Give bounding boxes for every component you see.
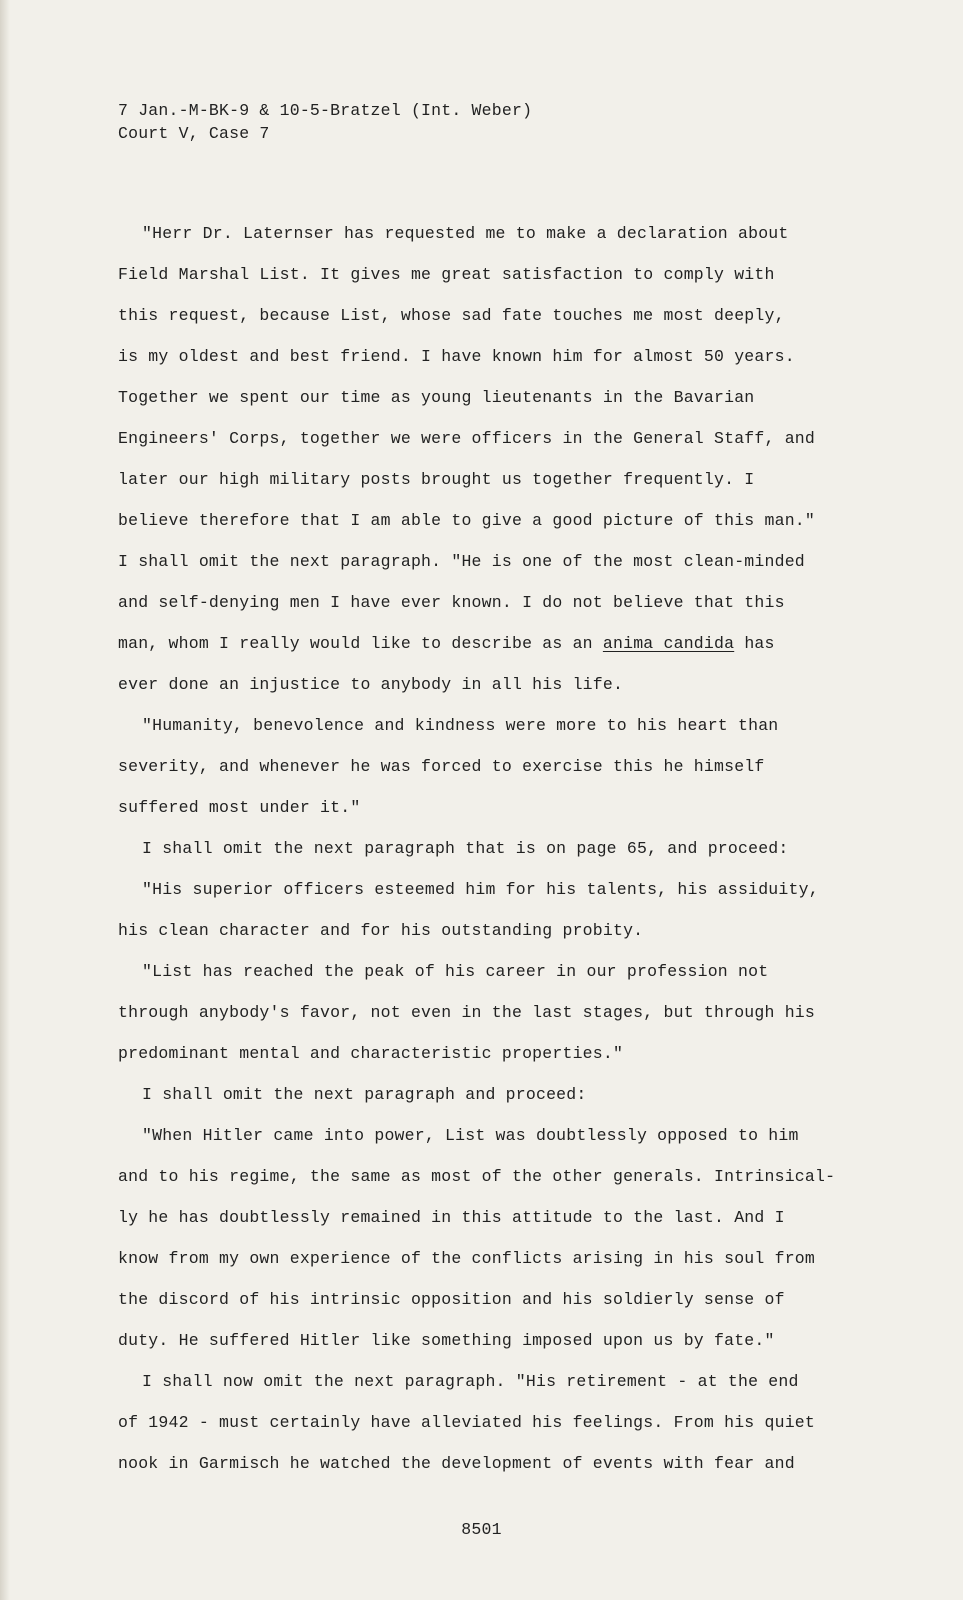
body-line-with-emphasis <box>118 634 775 653</box>
body-line: "Herr Dr. Laternser has requested me to make a declaration about <box>142 224 789 243</box>
body-line: believe therefore that I am able to give a good picture of this man." <box>118 511 816 530</box>
underlined-phrase: anima candida <box>602 634 735 653</box>
body-line: and self-denying men I have ever known. I do not believe that this <box>118 593 785 612</box>
body-line: duty. He suffered Hitler like something imposed upon us by fate." <box>118 1331 775 1350</box>
body-line: is my oldest and best friend. I have known him for almost 50 years. <box>118 347 795 366</box>
body-line: I shall omit the next paragraph and proceed: <box>142 1085 587 1104</box>
body-line: "Humanity, benevolence and kindness were more to his heart than <box>142 716 779 735</box>
body-line: later our high military posts brought us together frequently. I <box>118 470 755 489</box>
body-line: ever done an injustice to anybody in all his life. <box>118 675 624 694</box>
body-line-tail: has <box>734 634 775 653</box>
body-line: "List has reached the peak of his career in our profession not <box>142 962 769 981</box>
body-line: of 1942 - must certainly have alleviated his feelings. From his quiet <box>118 1413 816 1432</box>
body-line: know from my own experience of the conflicts arising in his soul from <box>118 1249 816 1268</box>
body-line: I shall now omit the next paragraph. "His retirement - at the end <box>142 1372 799 1391</box>
body-line: I shall omit the next paragraph. "He is one of the most clean-minded <box>118 552 805 571</box>
body-line: "When Hitler came into power, List was doubtlessly opposed to him <box>142 1126 799 1145</box>
body-line: and to his regime, the same as most of the other generals. Intrinsical- <box>118 1167 836 1186</box>
header-court-line: Court V, Case 7 <box>118 124 270 143</box>
body-line: Engineers' Corps, together we were officers in the General Staff, and <box>118 429 816 448</box>
body-line: I shall omit the next paragraph that is on page 65, and proceed: <box>142 839 789 858</box>
body-line: predominant mental and characteristic properties." <box>118 1044 624 1063</box>
body-line: this request, because List, whose sad fate touches me most deeply, <box>118 306 785 325</box>
body-line: the discord of his intrinsic opposition and his soldierly sense of <box>118 1290 785 1309</box>
body-line: Field Marshal List. It gives me great satisfaction to comply with <box>118 265 775 284</box>
body-line-text: man, whom I really would like to describe as an <box>118 634 603 653</box>
body-line: nook in Garmisch he watched the development of events with fear and <box>118 1454 795 1473</box>
page-number: 8501 <box>461 1520 502 1539</box>
header-reference-line: 7 Jan.-M-BK-9 & 10-5-Bratzel (Int. Weber) <box>118 101 533 120</box>
body-line: "His superior officers esteemed him for his talents, his assiduity, <box>142 880 819 899</box>
body-line: Together we spent our time as young lieutenants in the Bavarian <box>118 388 755 407</box>
body-line: suffered most under it." <box>118 798 361 817</box>
body-line: his clean character and for his outstanding probity. <box>118 921 644 940</box>
body-line: severity, and whenever he was forced to exercise this he himself <box>118 757 765 776</box>
document-header <box>118 99 532 145</box>
body-line: ly he has doubtlessly remained in this attitude to the last. And I <box>118 1208 785 1227</box>
body-line: through anybody's favor, not even in the last stages, but through his <box>118 1003 816 1022</box>
